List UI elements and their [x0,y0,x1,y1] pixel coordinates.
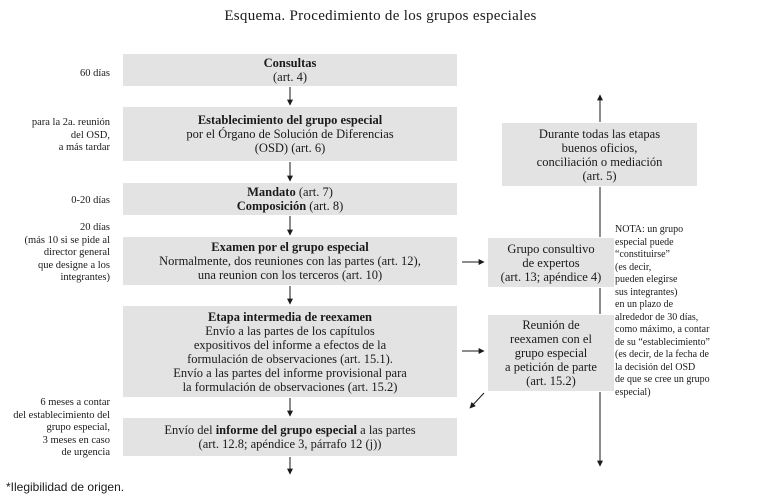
expertos-line: (art. 13; apéndice 4) [500,269,602,284]
footnote: *Ilegibilidad de origen. [6,480,125,494]
buenos-oficios-line: buenos oficios, [561,140,638,155]
composicion-ref: (art. 8) [306,199,344,213]
diagram-title: Esquema. Procedimiento de los grupos especiales [224,8,537,24]
nota-line: en un plazo de [615,299,674,310]
nota-line: especial puede [615,236,674,248]
envio-pre: Envío del [164,423,216,437]
envio-line: (art. 12.8; apéndice 3, párrafo 12 (j)) [198,437,382,451]
reunion-line: (art. 15.2) [526,374,576,388]
note-line: para la 2a. reunión [31,117,110,128]
expertos-line: Grupo consultivo [507,241,595,256]
box-establecimiento-line: (OSD) (art. 6) [254,141,326,155]
note-line: a más tardar [58,142,110,153]
note-line: integrantes) [60,272,110,283]
note-line: grupo especial, [46,422,110,433]
note-line: de urgencia [61,447,110,458]
note-line: 3 meses en caso [42,434,110,446]
nota-line: la decisión del OSD [615,361,696,373]
box-reexamen-line: la formulación de observaciones (art. 15.2) [182,379,398,394]
note-line: del OSD, [70,129,110,141]
box-reexamen-line: Envío a las partes del informe provisional para [173,365,407,380]
box-reexamen-heading: Etapa intermedia de reexamen [208,309,372,324]
box-reexamen-line: Envío a las partes de los capítulos [205,323,375,338]
nota-line: (es decir, [615,261,652,273]
box-consultas-heading: Consultas [263,56,317,70]
mandato-ref: (art. 7) [295,185,333,199]
note-line: director general [43,247,110,258]
reunion-line: Reunión de [522,318,580,332]
box-reexamen-line: expositivos del informe a efectos de la [193,337,387,352]
reunion-line: a petición de parte [505,360,597,374]
composicion-heading: Composición [236,199,307,213]
nota-line: de su “establecimiento” [615,336,710,348]
box-examen-line: Normalmente, dos reuniones con las partes (art. 12), [159,254,421,268]
reunion-line: reexamen con el [510,332,592,346]
nota-line: (es decir, de la fecha de [615,349,709,360]
nota-line: sus integrantes) [615,286,678,298]
box-examen-line: una reunion con los terceros (art. 10) [197,268,383,282]
buenos-oficios-line: Durante todas las etapas [538,126,661,141]
box-examen-heading: Examen por el grupo especial [211,240,369,254]
reunion-line: grupo especial [514,346,588,360]
arrow-diagonal [470,393,484,408]
mandato-heading: Mandato [247,185,296,199]
envio-post: a las partes [357,423,416,437]
envio-heading: informe del grupo especial [215,423,358,437]
nota-line: pueden elegirse [615,274,678,285]
note-line: 6 meses a contar [40,397,110,408]
box-establecimiento-line: por el Órgano de Solución de Diferencias [186,127,394,141]
box-reexamen-line: formulación de observaciones (art. 15.1). [187,351,393,366]
box-consultas-line: (art. 4) [272,70,307,84]
buenos-oficios-line: conciliación o mediación [536,154,663,169]
note-line: que designe a los [37,259,110,271]
nota-line: alrededor de 30 días, [615,311,699,323]
nota-line: NOTA: un grupo [615,224,684,235]
nota-line: “constituirse” [615,249,670,260]
expertos-line: de expertos [522,255,580,270]
nota-line: especial) [615,386,651,398]
note-line: 60 días [79,68,110,79]
box-establecimiento-heading: Establecimiento del grupo especial [197,113,383,127]
buenos-oficios-line: (art. 5) [582,168,617,183]
note-line: 0-20 días [71,195,110,206]
note-line: del establecimiento del [13,409,110,421]
nota-line: de que se cree un grupo [615,374,710,385]
nota-line: como máximo, a contar [615,324,710,335]
note-line: (más 10 si se pide al [24,234,110,246]
note-line: 20 días [79,222,110,233]
